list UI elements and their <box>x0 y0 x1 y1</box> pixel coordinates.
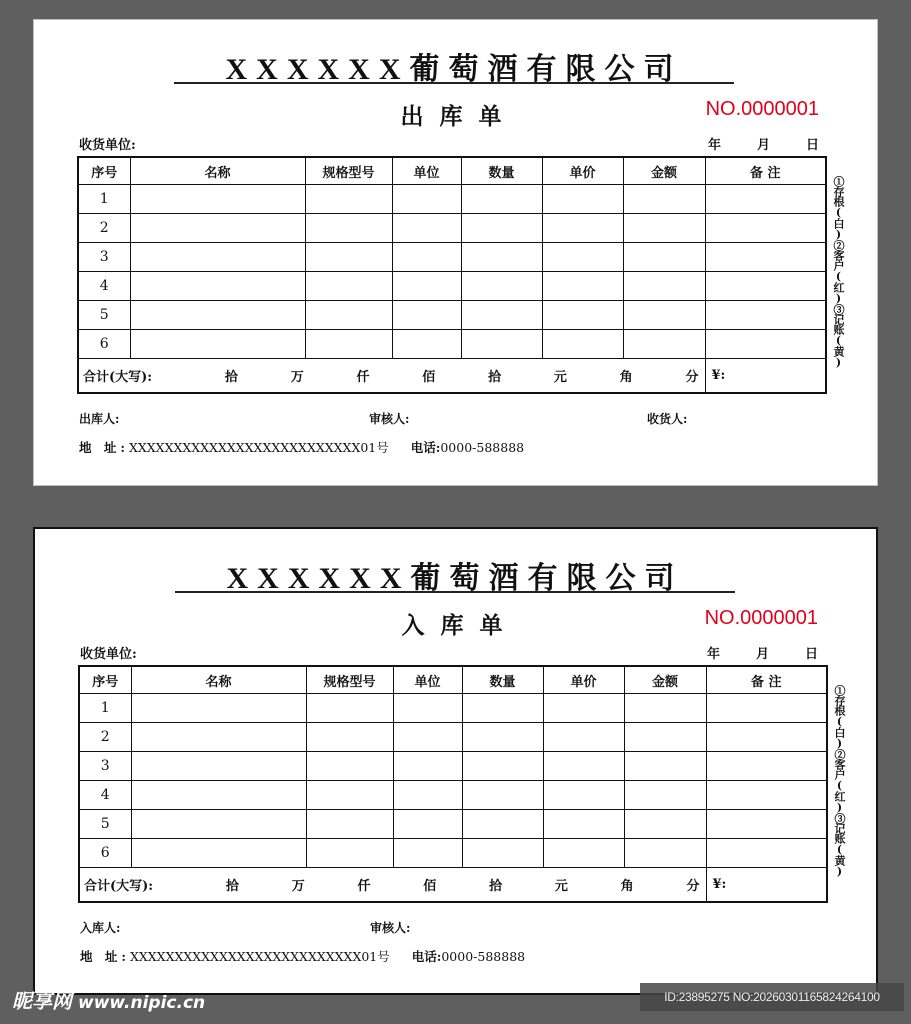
copy-distribution-note: ①存根(白)②客户(红)③记账(黄) <box>833 685 846 877</box>
signature-row <box>80 919 816 935</box>
phone-value: 0000-588888 <box>441 949 526 964</box>
table-cell[interactable] <box>131 694 306 723</box>
table-cell[interactable] <box>624 723 706 752</box>
total-label: 合计(大写): <box>83 370 153 385</box>
table-cell[interactable] <box>131 752 306 781</box>
table-cell[interactable] <box>130 243 305 272</box>
row-index: 6 <box>79 839 131 868</box>
table-cell[interactable] <box>705 301 826 330</box>
table-cell[interactable] <box>542 330 623 359</box>
row-index: 6 <box>78 330 130 359</box>
table-cell[interactable] <box>623 185 705 214</box>
table-cell[interactable] <box>393 723 462 752</box>
amount-unit: 万 <box>291 879 305 894</box>
address-label: 地 址: <box>79 440 129 455</box>
table-cell[interactable] <box>462 723 543 752</box>
table-cell[interactable] <box>543 839 624 868</box>
table-cell[interactable] <box>543 694 624 723</box>
table-cell[interactable] <box>131 723 306 752</box>
watermark-brand: 昵享网 <box>12 989 72 1013</box>
table-cell[interactable] <box>305 272 392 301</box>
form-title: 出库单 <box>400 103 518 130</box>
table-cell[interactable] <box>542 243 623 272</box>
table-cell[interactable] <box>393 752 462 781</box>
phone-label: 电话: <box>411 949 442 964</box>
table-cell[interactable] <box>461 214 542 243</box>
table-cell[interactable] <box>543 810 624 839</box>
table-cell[interactable] <box>131 810 306 839</box>
row-index: 1 <box>79 694 131 723</box>
amount-unit: 角 <box>620 879 634 894</box>
amount-unit: 万 <box>290 370 304 385</box>
column-header: 数量 <box>461 157 542 185</box>
amount-unit: 元 <box>554 879 568 894</box>
table-cell[interactable] <box>306 752 393 781</box>
table-cell[interactable] <box>623 272 705 301</box>
row-index: 3 <box>78 243 130 272</box>
document-number: NO.0000001 <box>704 607 818 629</box>
address-line <box>79 438 524 456</box>
address-line <box>80 947 525 965</box>
table-cell[interactable] <box>130 272 305 301</box>
address-label: 地 址: <box>80 949 130 964</box>
table-cell[interactable] <box>130 214 305 243</box>
column-header: 备 注 <box>705 157 826 185</box>
signer-label: 收货人: <box>647 412 688 426</box>
table-cell[interactable] <box>392 301 461 330</box>
watermark-logo <box>12 985 205 1014</box>
table-row <box>78 214 826 243</box>
total-label: 合计(大写): <box>84 879 154 894</box>
amount-unit: 佰 <box>423 879 437 894</box>
table-cell[interactable] <box>305 214 392 243</box>
table-cell[interactable] <box>624 810 706 839</box>
table-cell[interactable] <box>130 185 305 214</box>
table-cell[interactable] <box>306 810 393 839</box>
total-amount-yen[interactable]: ¥: <box>705 359 826 394</box>
table-row <box>79 781 827 810</box>
table-row <box>78 301 826 330</box>
table-cell[interactable] <box>624 694 706 723</box>
table-cell[interactable] <box>543 752 624 781</box>
table-cell[interactable] <box>462 694 543 723</box>
date-year: 年 <box>706 647 720 662</box>
phone-value: 0000-588888 <box>440 440 525 455</box>
column-header: 单价 <box>543 666 624 694</box>
table-cell[interactable] <box>305 330 392 359</box>
amount-unit: 仟 <box>356 370 370 385</box>
company-name: XXXXXX葡萄酒有限公司 <box>226 562 684 595</box>
table-cell[interactable] <box>306 694 393 723</box>
table-cell[interactable] <box>462 781 543 810</box>
table-row <box>79 839 827 868</box>
table-row <box>78 330 826 359</box>
table-row <box>78 185 826 214</box>
table-cell[interactable] <box>706 723 827 752</box>
column-header: 名称 <box>131 666 306 694</box>
table-cell[interactable] <box>543 723 624 752</box>
date-day: 日 <box>804 647 818 662</box>
date-month: 月 <box>755 647 769 662</box>
table-cell[interactable] <box>392 214 461 243</box>
table-cell[interactable] <box>305 243 392 272</box>
table-cell[interactable] <box>706 694 827 723</box>
signer-label: 入库人: <box>80 921 121 935</box>
phone-label: 电话: <box>410 440 441 455</box>
watermark-site: www.nipic.cn <box>78 993 206 1013</box>
table-cell[interactable] <box>542 185 623 214</box>
table-cell[interactable] <box>705 243 826 272</box>
table-cell[interactable] <box>624 752 706 781</box>
table-cell[interactable] <box>623 214 705 243</box>
company-name: XXXXXX葡萄酒有限公司 <box>225 53 683 86</box>
signer-label: 审核人: <box>370 921 411 935</box>
table-cell[interactable] <box>462 839 543 868</box>
signer-label: 审核人: <box>369 412 410 426</box>
form-title: 入库单 <box>401 612 519 639</box>
table-cell[interactable] <box>305 185 392 214</box>
row-index: 5 <box>79 810 131 839</box>
column-header: 名称 <box>130 157 305 185</box>
table-cell[interactable] <box>623 330 705 359</box>
row-index: 2 <box>78 214 130 243</box>
column-header: 序号 <box>79 666 131 694</box>
date-fields <box>707 643 818 662</box>
table-row <box>79 752 827 781</box>
table-cell[interactable] <box>306 723 393 752</box>
table-cell[interactable] <box>392 243 461 272</box>
total-amount-yen[interactable]: ¥: <box>706 868 827 903</box>
amount-unit: 拾 <box>488 370 502 385</box>
table-cell[interactable] <box>306 839 393 868</box>
table-cell[interactable] <box>392 185 461 214</box>
watermark-id-badge: ID:23895275 NO:20260301165824264100 <box>640 983 904 1011</box>
receiver-unit-label: 收货单位: <box>80 647 137 662</box>
column-header: 规格型号 <box>306 666 393 694</box>
table-cell[interactable] <box>130 330 305 359</box>
copy-distribution-note: ①存根(白)②客户(红)③记账(黄) <box>832 176 845 368</box>
table-cell[interactable] <box>623 243 705 272</box>
table-cell[interactable] <box>392 330 461 359</box>
amount-unit: 分 <box>686 879 700 894</box>
column-header: 序号 <box>78 157 130 185</box>
table-header-row <box>78 157 826 185</box>
outbound-form <box>33 19 878 486</box>
row-index: 4 <box>78 272 130 301</box>
date-day: 日 <box>805 138 819 153</box>
row-index: 3 <box>79 752 131 781</box>
table-cell[interactable] <box>393 694 462 723</box>
row-index: 1 <box>78 185 130 214</box>
table-cell[interactable] <box>543 781 624 810</box>
table-cell[interactable] <box>130 301 305 330</box>
table-cell[interactable] <box>623 301 705 330</box>
amount-unit: 拾 <box>224 370 238 385</box>
table-cell[interactable] <box>462 752 543 781</box>
table-cell[interactable] <box>392 272 461 301</box>
table-row <box>79 810 827 839</box>
amount-unit: 佰 <box>422 370 436 385</box>
table-cell[interactable] <box>393 839 462 868</box>
table-cell[interactable] <box>624 839 706 868</box>
row-index: 4 <box>79 781 131 810</box>
table-cell[interactable] <box>706 752 827 781</box>
table-cell[interactable] <box>706 781 827 810</box>
total-in-words-cell[interactable] <box>78 359 705 394</box>
table-cell[interactable] <box>705 185 826 214</box>
amount-unit: 拾 <box>225 879 239 894</box>
column-header: 金额 <box>624 666 706 694</box>
table-row <box>79 723 827 752</box>
table-cell[interactable] <box>461 301 542 330</box>
column-header: 单价 <box>542 157 623 185</box>
table-cell[interactable] <box>705 214 826 243</box>
row-index: 5 <box>78 301 130 330</box>
table-row <box>78 243 826 272</box>
column-header: 数量 <box>462 666 543 694</box>
document-number: NO.0000001 <box>705 98 819 120</box>
amount-unit: 仟 <box>357 879 371 894</box>
table-cell[interactable] <box>542 272 623 301</box>
column-header: 单位 <box>393 666 462 694</box>
amount-unit: 元 <box>553 370 567 385</box>
date-fields <box>708 134 819 153</box>
column-header: 备 注 <box>706 666 827 694</box>
company-underline <box>174 82 734 84</box>
table-cell[interactable] <box>461 243 542 272</box>
table-cell[interactable] <box>131 839 306 868</box>
date-month: 月 <box>756 138 770 153</box>
address-value: XXXXXXXXXXXXXXXXXXXXXXXXXX01号 <box>129 949 390 964</box>
amount-unit: 角 <box>619 370 633 385</box>
table-cell[interactable] <box>542 214 623 243</box>
table-cell[interactable] <box>462 810 543 839</box>
row-index: 2 <box>79 723 131 752</box>
date-year: 年 <box>707 138 721 153</box>
address-value: XXXXXXXXXXXXXXXXXXXXXXXXXX01号 <box>128 440 389 455</box>
table-cell[interactable] <box>131 781 306 810</box>
table-row <box>79 694 827 723</box>
table-cell[interactable] <box>624 781 706 810</box>
company-underline <box>175 591 735 593</box>
table-cell[interactable] <box>706 810 827 839</box>
table-cell[interactable] <box>461 272 542 301</box>
signature-row <box>79 410 817 426</box>
amount-unit: 分 <box>685 370 699 385</box>
table-cell[interactable] <box>461 330 542 359</box>
column-header: 规格型号 <box>305 157 392 185</box>
total-row <box>79 868 827 903</box>
table-header-row <box>79 666 827 694</box>
table-cell[interactable] <box>705 330 826 359</box>
inbound-form <box>33 527 878 995</box>
table-cell[interactable] <box>706 839 827 868</box>
total-row <box>78 359 826 394</box>
column-header: 单位 <box>392 157 461 185</box>
table-cell[interactable] <box>305 301 392 330</box>
table-cell[interactable] <box>393 781 462 810</box>
table-row <box>78 272 826 301</box>
amount-unit: 拾 <box>489 879 503 894</box>
receiver-unit-label: 收货单位: <box>79 138 136 153</box>
total-in-words-cell[interactable] <box>79 868 706 903</box>
signer-label: 出库人: <box>79 412 120 426</box>
items-table <box>77 156 827 394</box>
column-header: 金额 <box>623 157 705 185</box>
table-cell[interactable] <box>705 272 826 301</box>
table-cell[interactable] <box>306 781 393 810</box>
table-cell[interactable] <box>461 185 542 214</box>
table-cell[interactable] <box>542 301 623 330</box>
table-cell[interactable] <box>393 810 462 839</box>
items-table <box>78 665 828 903</box>
